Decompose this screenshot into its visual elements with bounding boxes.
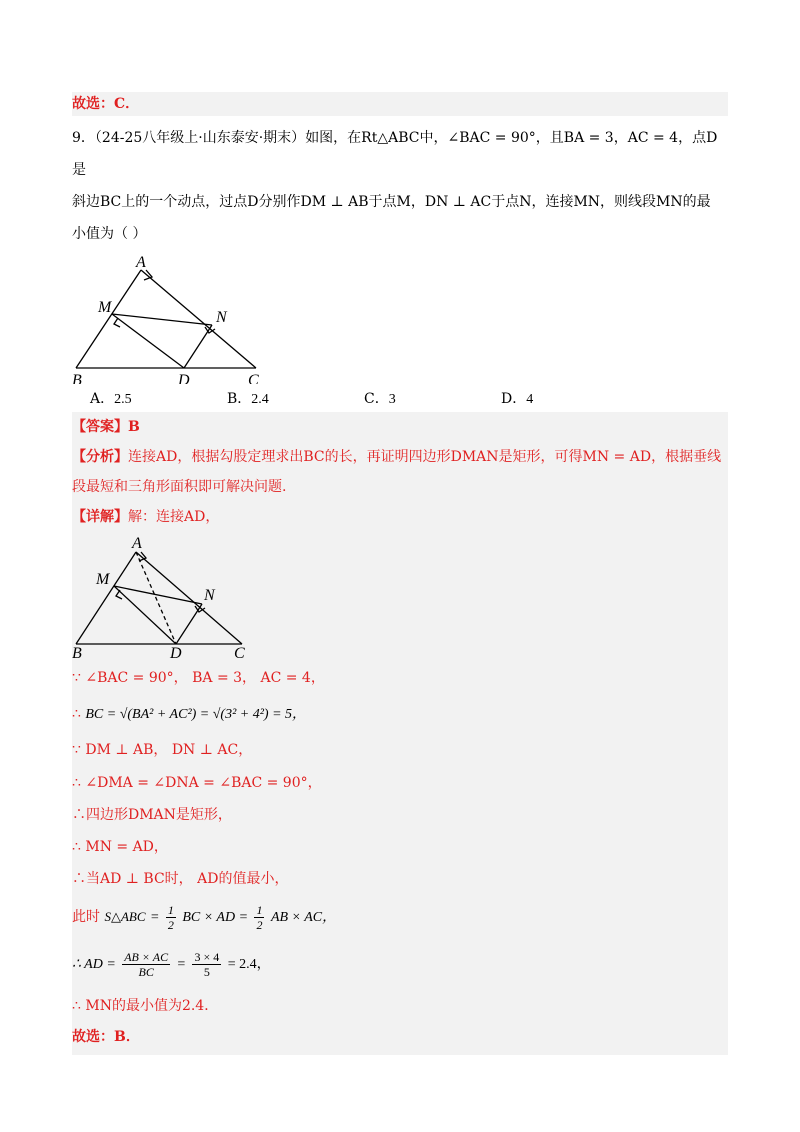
step-9 <box>72 940 728 989</box>
detail-text: 解：连接AD， <box>128 509 220 525</box>
analysis-text-2: 段最短和三角形面积即可解决问题. <box>72 479 287 495</box>
analysis-line-2 <box>72 472 728 502</box>
half-fraction-2: $\frac{1}{2}$ <box>256 902 263 932</box>
answer-line <box>72 412 728 442</box>
question-line-2 <box>72 186 728 218</box>
answer-options <box>72 384 728 412</box>
final-choice-text: 故选：B． <box>72 1029 140 1045</box>
question-line-1 <box>72 122 728 186</box>
document-page <box>72 92 728 1055</box>
step-4 <box>72 767 728 799</box>
detail-tag: 【详解】 <box>72 509 128 525</box>
label-M: M <box>98 299 112 316</box>
step-9-result: = 2.4， <box>227 957 271 972</box>
fraction-3x4-over-5: $\frac{3 \times 4}{5}$ <box>194 949 220 979</box>
label-A: A <box>136 254 146 271</box>
label-C: C <box>248 372 259 384</box>
step-6 <box>72 831 728 863</box>
step-2 <box>72 696 728 733</box>
step-7 <box>72 863 728 895</box>
step-9-prefix: ∴ AD = <box>72 957 116 972</box>
analysis-line-1 <box>72 442 728 472</box>
option-a[interactable]: A．2.5 <box>90 391 132 407</box>
equals-2: = <box>176 957 186 972</box>
step-10 <box>72 989 728 1023</box>
analysis-text-1: 连接AD，根据勾股定理求出BC的长，再证明四边形DMAN是矩形，可得MN = AD，根据垂线 <box>128 449 722 465</box>
step-8-part-1: BC × AD = <box>182 910 249 925</box>
sol-label-M: M <box>96 571 110 588</box>
solution-block <box>72 412 728 1055</box>
step-3 <box>72 733 728 767</box>
step-2-formula: BC = √(BA² + AC²) = √(3² + 4²) = 5， <box>85 707 307 722</box>
final-choice <box>72 1023 728 1051</box>
question-line-3 <box>72 218 728 250</box>
question-block <box>72 116 728 250</box>
step-4-text: ∴ ∠DMA = ∠DNA = ∠BAC = 90°， <box>72 775 322 791</box>
therefore-symbol: ∴ <box>72 706 81 722</box>
analysis-tag: 【分析】 <box>72 449 128 465</box>
question-number: 9． <box>72 130 95 146</box>
sol-label-B: B <box>72 645 82 660</box>
step-1-text: ∵ ∠BAC = 90°， BA = 3， AC = 4， <box>72 670 325 686</box>
label-D: D <box>178 372 190 384</box>
area-symbol: S△ABC <box>104 909 146 924</box>
step-7-text: ∴当AD ⊥ BC时， AD的值最小， <box>72 871 289 887</box>
solution-figure <box>72 534 292 660</box>
option-d[interactable]: D．4 <box>501 391 534 407</box>
step-5-text: ∴四边形DMAN是矩形， <box>72 807 232 823</box>
step-8 <box>72 895 728 940</box>
step-3-text: ∵ DM ⊥ AB， DN ⊥ AC， <box>72 742 253 758</box>
step-8-prefix: 此时 <box>72 909 100 925</box>
sol-label-C: C <box>234 645 245 660</box>
step-5 <box>72 799 728 831</box>
detail-line <box>72 502 728 532</box>
question-source: （24-25八年级上·山东泰安·期末） <box>94 130 306 146</box>
sol-label-D: D <box>170 645 182 660</box>
step-10-text: ∴ MN的最小值为2.4． <box>72 998 219 1014</box>
answer-tag: 【答案】 <box>72 419 128 435</box>
question-figure <box>72 254 292 384</box>
label-B: B <box>72 372 82 384</box>
sol-label-N: N <box>204 587 215 604</box>
half-fraction-1: $\frac{1}{2}$ <box>167 902 174 932</box>
previous-answer-choice <box>72 92 728 116</box>
answer-value: B <box>128 419 140 435</box>
step-8-part-2: AB × AC， <box>270 910 337 925</box>
label-N: N <box>216 309 227 326</box>
question-text-2: 斜边BC上的一个动点，过点D分别作DM ⊥ AB于点M，DN ⊥ AC于点N，连接MN，则线段MN的最 <box>72 194 711 210</box>
step-6-text: ∴ MN = AD， <box>72 839 168 855</box>
option-b[interactable]: B．2.4 <box>227 391 269 407</box>
fraction-ab-ac-over-bc: $\frac{AB \times AC}{BC}$ <box>124 949 169 979</box>
equals-1: = <box>149 910 160 925</box>
option-c[interactable]: C．3 <box>364 391 396 407</box>
previous-choice-text: 故选：C． <box>72 96 140 112</box>
step-1 <box>72 660 728 696</box>
question-text-3: 小值为（ ） <box>72 226 147 242</box>
question-text-1: 如图，在Rt△ABC中，∠BAC = 90°，且BA = 3，AC = 4，点D是 <box>72 130 718 178</box>
sol-label-A: A <box>132 535 142 552</box>
